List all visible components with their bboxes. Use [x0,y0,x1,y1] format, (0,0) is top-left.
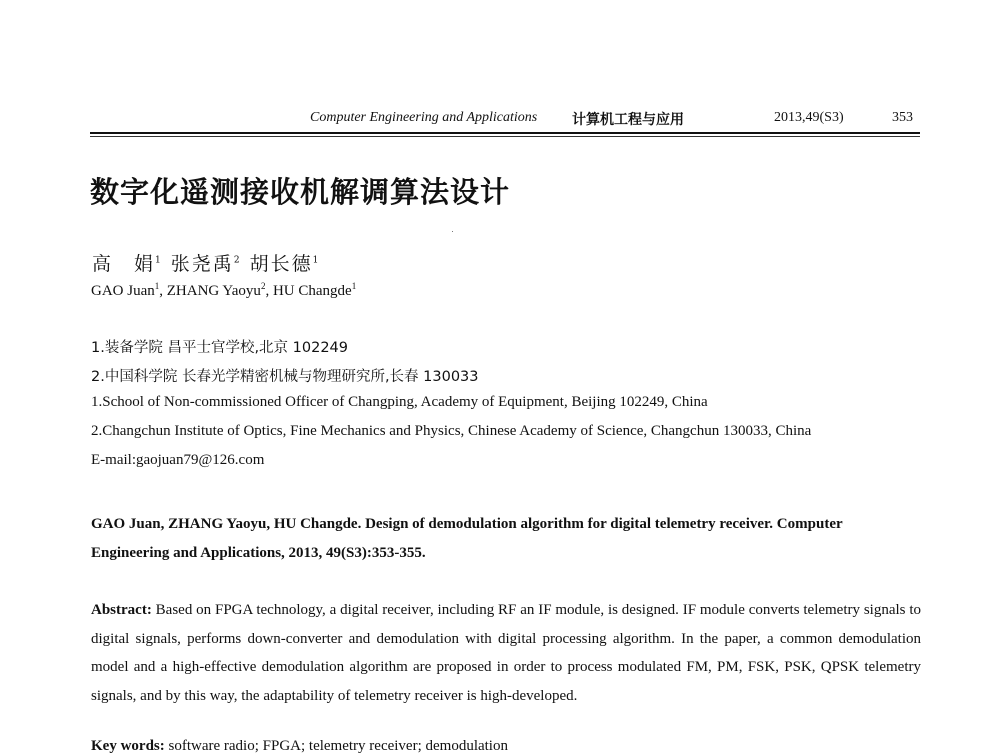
author-en-name: GAO Juan [91,283,155,299]
keywords-label: Key words: [91,738,165,754]
authors-en: GAO Juan$^1$, ZHANG Yaoyu$^2$, HU Changde$^1$ [91,281,357,299]
scan-speck [452,231,453,232]
journal-name-en: Computer Engineering and Applications [310,110,538,125]
paper-title: 数字化遥测接收机解调算法设计 [90,175,511,209]
page-number: 353 [892,110,913,125]
author-en-affil: 1 [154,281,160,291]
author-en-name: ZHANG Yaoyu [166,283,261,299]
author-cn-affil: 1 [155,255,163,266]
keywords-line [91,738,508,755]
header-rule-thin [90,136,920,137]
header-rule-thick [90,132,920,134]
abstract-label: Abstract: [91,602,152,618]
author-cn-affil: 2 [233,255,242,266]
abstract-block [91,596,921,710]
running-header [90,108,920,132]
abstract-text: Based on FPGA technology, a digital receiver, including RF an IF module, is designed. IF module converts telemetry signals to digital signals, performs down-converter and demodulation with digital processing algorithm. In the paper, a common demodulation model and a high-effective demodulation algorithm are proposed in order to process modulated FM, PM, FSK, PSK, QPSK telemetry signals, and by this way, the adaptability of telemetry receiver is high-developed. [91,602,922,704]
affiliation-cn-1: 1.装备学院 昌平士官学校,北京 102249 [91,340,349,356]
author-cn-name: 胡长德 [249,253,313,275]
affiliation-cn-2: 2.中国科学院 长春光学精密机械与物理研究所,长春 130033 [91,369,479,385]
author-en-affil: 2 [260,281,266,291]
author-en-affil: 1 [351,281,357,291]
affiliation-en-2: 2.Changchun Institute of Optics, Fine Mechanics and Physics, Chinese Academy of Science, Changchun 130033, China [91,423,812,439]
author-cn-affil: 1 [312,255,321,266]
authors-cn [92,249,320,276]
keywords-text: software radio; FPGA; telemetry receiver; demodulation [168,738,508,754]
author-cn-name: 高 娟 [92,253,156,275]
author-en-name: HU Changde [272,283,352,299]
journal-name-cn: 计算机工程与应用 [572,112,684,128]
affiliation-en-1: 1.School of Non-commissioned Officer of Changping, Academy of Equipment, Beijing 102249, China [91,394,708,410]
author-cn-name: 张尧禹 [170,253,234,275]
citation-block: GAO Juan, ZHANG Yaoyu, HU Changde. Design of demodulation algorithm for digital telemetry receiver. Computer Engineering and Applications, 2013, 49(S3):353-355. [91,516,843,561]
author-email: E-mail:gaojuan79@126.com [91,452,265,468]
journal-volume: 2013,49(S3) [774,110,844,125]
